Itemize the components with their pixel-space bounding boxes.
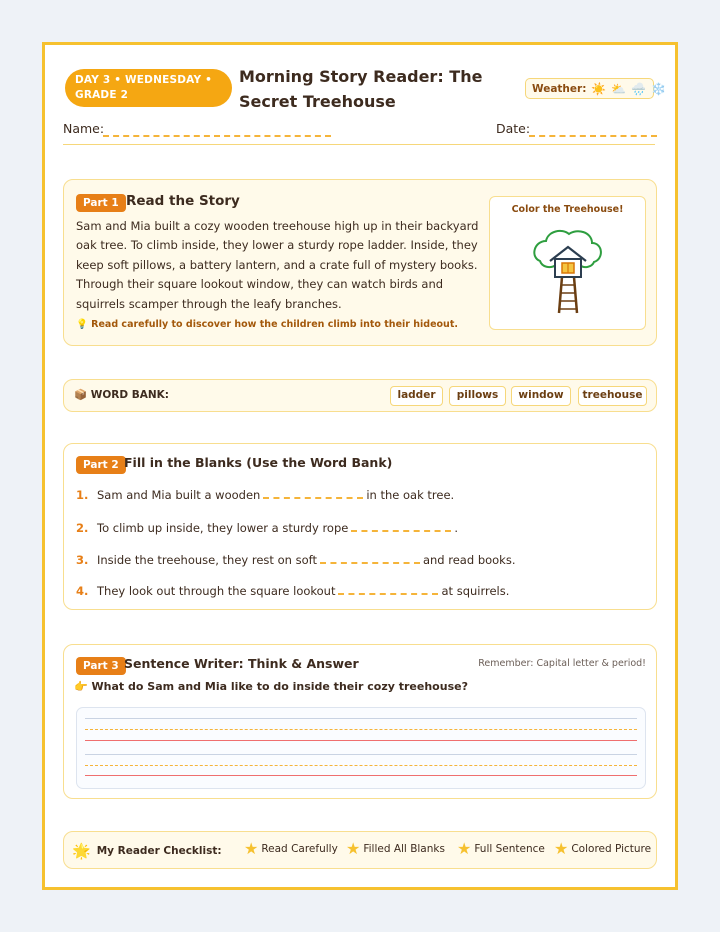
word-bank-label: WORD BANK: (90, 389, 169, 401)
color-treehouse-box[interactable] (489, 196, 646, 330)
checklist-item-blanks[interactable] (346, 841, 445, 857)
question-number: 4. (76, 584, 89, 598)
name-line[interactable] (103, 135, 331, 137)
box-icon: 📦 (74, 389, 88, 401)
word-chip-treehouse[interactable]: treehouse (578, 386, 647, 406)
question-text-after: . (454, 521, 458, 535)
checklist-item-label: Filled All Blanks (363, 843, 445, 855)
part1-tag: Part 1 (76, 194, 126, 212)
question-text-before: Inside the treehouse, they rest on soft (97, 553, 317, 567)
checklist-label: My Reader Checklist: (96, 845, 222, 857)
writing-area[interactable] (76, 707, 646, 789)
writing-prompt-text: What do Sam and Mia like to do inside their cozy treehouse? (91, 680, 468, 693)
lightbulb-icon: 💡 (76, 319, 88, 330)
base-line (85, 775, 637, 776)
reading-tip-text: Read carefully to discover how the children climb into their hideout. (91, 319, 458, 330)
question-number: 2. (76, 521, 89, 535)
part2-tag: Part 2 (76, 456, 126, 474)
sun-icon[interactable]: ☀️ (591, 81, 607, 96)
checklist-item-label: Full Sentence (474, 843, 545, 855)
answer-blank-4[interactable] (338, 585, 438, 595)
part3-tag: Part 3 (76, 657, 126, 675)
part1-heading: Read the Story (126, 193, 240, 209)
question-number: 1. (76, 488, 89, 502)
day-grade-badge (65, 69, 232, 107)
date-label: Date: (496, 121, 531, 136)
capital-reminder: Remember: Capital letter & period! (478, 658, 646, 669)
answer-blank-3[interactable] (320, 554, 420, 564)
question-text-after: and read books. (422, 553, 516, 567)
word-bank-label-row (74, 388, 169, 401)
weather-selector (525, 78, 667, 99)
date-line[interactable] (529, 135, 657, 137)
weather-label: Weather: (532, 82, 587, 95)
question-text-before: They look out through the square lookout (97, 584, 336, 598)
question-2 (76, 521, 458, 535)
star-icon[interactable]: ★ (457, 839, 472, 858)
question-3 (76, 553, 516, 567)
question-number: 3. (76, 553, 89, 567)
glowing-star-icon: 🌟 (72, 842, 91, 860)
top-guide-line (85, 718, 637, 719)
reading-tip (76, 319, 458, 330)
part2-heading: Fill in the Blanks (Use the Word Bank) (124, 455, 393, 470)
name-label: Name: (63, 121, 105, 136)
worksheet (42, 42, 678, 890)
writing-prompt (74, 680, 468, 693)
cloud-icon[interactable]: ⛅ (611, 81, 627, 96)
badge-line-day: DAY 3 • WEDNESDAY • (75, 74, 213, 86)
question-text-before: To climb up inside, they lower a sturdy rope (97, 521, 349, 535)
checklist-item-read[interactable] (244, 841, 338, 857)
part3-panel (63, 644, 657, 799)
checklist-item-label: Colored Picture (571, 843, 652, 855)
header-divider (63, 144, 655, 145)
word-chip-ladder[interactable]: ladder (390, 386, 443, 406)
checklist-item-picture[interactable] (554, 841, 651, 857)
star-icon[interactable]: ★ (554, 839, 569, 858)
mid-guide-line (85, 729, 637, 730)
question-text-after: at squirrels. (441, 584, 510, 598)
worksheet-title: Morning Story Reader: The Secret Treehouse (239, 67, 483, 111)
question-4 (76, 584, 509, 598)
question-1 (76, 488, 454, 502)
reader-checklist (63, 831, 657, 869)
star-icon[interactable]: ★ (244, 839, 259, 858)
answer-blank-2[interactable] (351, 522, 451, 532)
base-line (85, 740, 637, 741)
top-guide-line (85, 754, 637, 755)
part1-panel (63, 179, 657, 346)
part2-panel (63, 443, 657, 610)
question-text-after: in the oak tree. (366, 488, 455, 502)
star-icon[interactable]: ★ (346, 839, 361, 858)
checklist-item-label: Read Carefully (261, 843, 338, 855)
word-chip-pillows[interactable]: pillows (449, 386, 506, 406)
mid-guide-line (85, 765, 637, 766)
color-caption: Color the Treehouse! (511, 204, 624, 215)
story-text: Sam and Mia built a cozy wooden treehouse high up in their backyard oak tree. To climb inside, they lower a sturdy rope ladder. Inside, they keep soft pillows, a battery lantern, and a crate full of mystery books. Through their square lookout window, they can watch birds and squirrels scamper through the leafy branches. (76, 219, 479, 311)
question-text-before: Sam and Mia built a wooden (97, 488, 261, 502)
checklist-label-row (72, 842, 222, 860)
snowflake-icon[interactable]: ❄️ (651, 81, 667, 96)
rain-cloud-icon[interactable]: 🌧️ (631, 81, 647, 96)
checklist-item-sentence[interactable] (457, 841, 545, 857)
part3-heading: Sentence Writer: Think & Answer (124, 656, 359, 671)
answer-blank-1[interactable] (263, 489, 363, 499)
word-bank (63, 379, 657, 412)
word-chip-window[interactable]: window (511, 386, 571, 406)
pointing-hand-icon: 👉 (74, 680, 88, 693)
treehouse-drawing[interactable] (532, 229, 604, 315)
badge-line-grade: GRADE 2 (75, 89, 129, 101)
